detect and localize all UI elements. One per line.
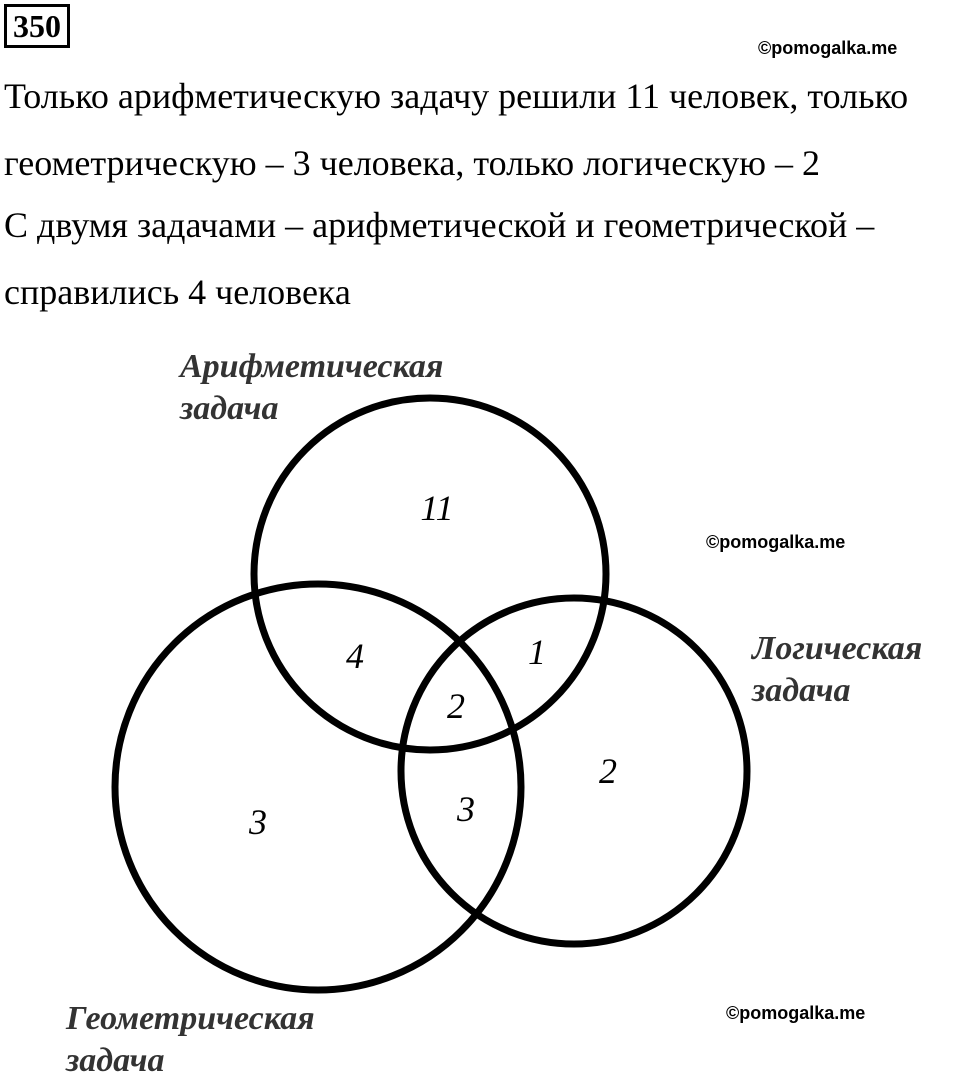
watermark: ©pomogalka.me <box>706 532 846 552</box>
problem-text-line-1: Только арифметическую задачу решили 11 человек, только <box>4 76 909 116</box>
region-geometry-only: 3 <box>249 802 267 842</box>
logic-circle <box>401 598 747 944</box>
logic-label-line-1: Логическая <box>752 630 923 667</box>
problem-number: 350 <box>4 4 70 48</box>
watermark: ©pomogalka.me <box>758 38 898 58</box>
problem-text-line-3: С двумя задачами – арифметической и геометрической – <box>4 205 875 245</box>
region-all-three: 2 <box>447 686 465 726</box>
region-arithmetic-geometry: 4 <box>346 636 364 676</box>
region-arithmetic-logic: 1 <box>528 632 546 672</box>
problem-text-line-4: справились 4 человека <box>4 272 351 312</box>
region-geometry-logic: 3 <box>457 789 475 829</box>
arithmetic-label-line-2: задача <box>180 390 279 427</box>
arithmetic-circle <box>254 398 606 750</box>
geometry-label-line-1: Геометрическая <box>66 1000 315 1037</box>
arithmetic-label-line-1: Арифметическая <box>180 348 444 385</box>
geometry-label-line-2: задача <box>66 1042 165 1079</box>
watermark: ©pomogalka.me <box>726 1003 866 1023</box>
geometry-set-label <box>66 998 315 1082</box>
problem-text-line-2: геометрическую – 3 человека, только логическую – 2 <box>4 143 821 183</box>
logic-label-line-2: задача <box>752 672 851 709</box>
region-arithmetic-only: 11 <box>420 488 454 528</box>
region-logic-only: 2 <box>599 751 617 791</box>
